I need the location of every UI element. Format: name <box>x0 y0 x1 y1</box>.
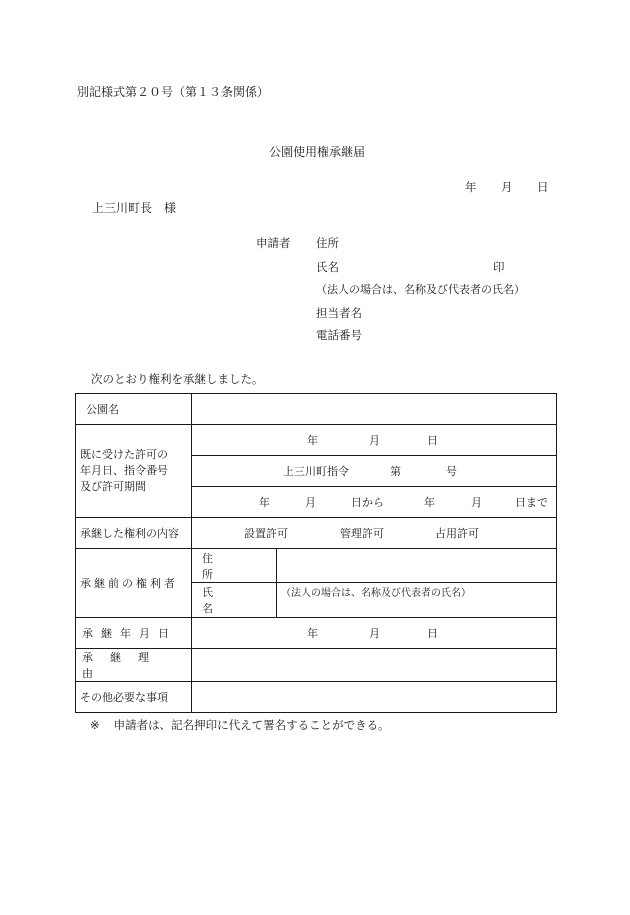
row-other <box>76 682 557 713</box>
period-day-2: 日まで <box>515 496 548 509</box>
permit-date-field[interactable] <box>192 425 557 456</box>
rights-options-field <box>192 518 557 549</box>
permit-period-field[interactable] <box>192 487 557 518</box>
date-day: 日 <box>537 180 549 194</box>
permit-label-line-3: 及び許可期間 <box>80 480 146 493</box>
rights-option-installation[interactable]: 設置許可 <box>244 527 288 540</box>
succession-date-label-cell <box>76 618 192 649</box>
period-day-1: 日から <box>351 496 384 509</box>
permit-label-line-1: 既に受けた許可の <box>80 448 168 461</box>
phone-label: 電話番号 <box>316 328 362 342</box>
period-month-1: 月 <box>305 496 316 509</box>
date-year: 年 <box>465 180 477 194</box>
reason-field[interactable] <box>192 649 557 682</box>
permit-number-prefix: 上三川町指令 <box>283 465 349 478</box>
other-label-cell <box>76 682 192 713</box>
rights-option-occupancy[interactable]: 占用許可 <box>435 527 479 540</box>
succession-year: 年 <box>307 627 318 640</box>
prior-name-label: 氏名 <box>202 586 253 615</box>
other-field[interactable] <box>192 682 557 713</box>
footnote-text: 申請者は、記名押印に代えて署名することができる。 <box>113 718 390 732</box>
succession-date-field[interactable] <box>192 618 557 649</box>
permit-label-cell <box>76 425 192 518</box>
period-year-1: 年 <box>259 496 270 509</box>
prior-address-label: 住所 <box>202 551 253 581</box>
row-prior-address <box>76 549 557 583</box>
row-park-name <box>76 394 557 425</box>
applicant-name-label: 氏名 <box>316 260 339 274</box>
reason-label-cell <box>76 649 192 682</box>
submission-date <box>465 179 549 195</box>
row-permit-date <box>76 425 557 456</box>
park-name-field[interactable] <box>192 394 557 425</box>
prior-holder-label-cell <box>76 549 192 618</box>
person-in-charge-label: 担当者名 <box>316 306 362 320</box>
permit-year: 年 <box>307 434 318 447</box>
period-month-2: 月 <box>471 496 482 509</box>
succession-day: 日 <box>427 627 438 640</box>
period-year-2: 年 <box>424 496 435 509</box>
row-reason <box>76 649 557 682</box>
park-name-label-cell <box>76 394 192 425</box>
rights-label-cell <box>76 518 192 549</box>
corporation-note: （法人の場合は、名称及び代表者の氏名） <box>316 283 525 296</box>
prior-address-field[interactable] <box>277 549 557 583</box>
succession-month: 月 <box>369 627 380 640</box>
rights-option-management[interactable]: 管理許可 <box>340 527 384 540</box>
document-title: 公園使用権承継届 <box>269 145 366 159</box>
applicant-address-label: 住所 <box>316 236 339 250</box>
prior-address-label-cell <box>192 549 277 583</box>
permit-number-go: 号 <box>446 465 457 478</box>
date-month: 月 <box>501 180 513 194</box>
prior-name-label-cell <box>192 583 277 618</box>
permit-month: 月 <box>369 434 380 447</box>
permit-day: 日 <box>427 434 438 447</box>
permit-label-line-2: 年月日、指令番号 <box>80 464 168 477</box>
prior-name-note: （法人の場合は、名称及び代表者の氏名） <box>281 588 471 599</box>
prior-holder-label: 承継前の権利者 <box>80 577 178 590</box>
applicant-label: 申請者 <box>256 236 291 250</box>
intro-sentence: 次のとおり権利を承継しました。 <box>91 372 264 386</box>
rights-label: 承継した権利の内容 <box>80 527 179 540</box>
row-rights <box>76 518 557 549</box>
succession-table <box>75 393 557 713</box>
footnote <box>90 717 390 733</box>
footnote-mark: ※ <box>90 718 100 732</box>
prior-name-field[interactable] <box>277 583 557 618</box>
succession-date-label: 承継年月日 <box>82 627 177 640</box>
permit-number-field[interactable] <box>192 456 557 487</box>
form-number: 別記様式第２０号（第１３条関係） <box>77 85 270 99</box>
permit-number-dai: 第 <box>390 465 401 478</box>
seal-mark: 印 <box>493 260 505 274</box>
other-label: その他必要な事項 <box>80 691 168 704</box>
reason-label: 承継理由 <box>82 651 166 680</box>
addressee: 上三川町長 様 <box>92 201 177 215</box>
row-succession-date <box>76 618 557 649</box>
park-name-label: 公園名 <box>86 403 119 416</box>
